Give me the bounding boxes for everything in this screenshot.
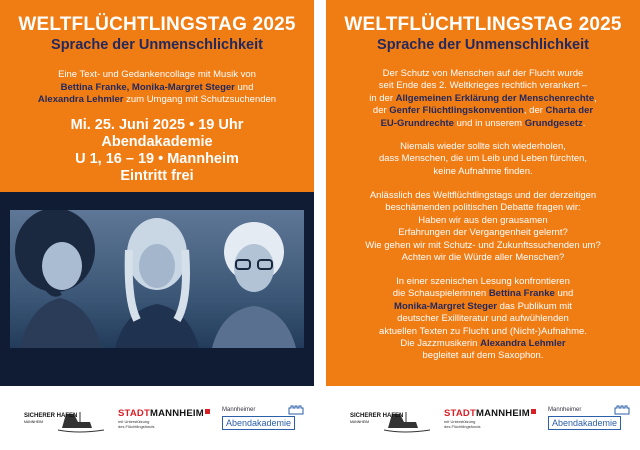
abendakademie-logo (222, 407, 306, 437)
p4-line-1: In einer szenischen Lesung konfrontieren (396, 276, 570, 287)
abendakademie-logo-2 (548, 407, 632, 437)
abend-top: Mannheimer (222, 407, 256, 413)
stadt-support-1b: mit Unterstützung (444, 419, 476, 424)
p3-line-6: Achten wir die Würde aller Menschen? (401, 252, 565, 264)
hafen-name-2: SICHERER HAFEN (350, 413, 404, 419)
portrait-bettina-franke (10, 210, 110, 348)
paragraph-questions (338, 190, 628, 264)
p4-line-2 (338, 288, 628, 300)
paragraph-reading (338, 276, 628, 363)
castle-icon-2 (614, 405, 630, 415)
eu-rights-highlight: EU-Grundrechte (380, 117, 454, 129)
p3-line-2: beschämenden politischen Debatte fragen wir: (385, 202, 581, 214)
intro-name-lehmler: Alexandra Lehmler (37, 94, 124, 105)
stadt-name (118, 408, 218, 419)
charter-highlight: Charta der (545, 105, 594, 117)
sicherer-hafen-logo (18, 410, 108, 434)
stadt-mannheim-logo (118, 408, 218, 438)
portrait-3-image (204, 210, 304, 348)
stadt-support-2b: des Flüchtlingsfonds (444, 424, 481, 429)
p1-l5b: und in unserem (453, 117, 525, 129)
paragraph-never-again (338, 141, 628, 178)
event-address: U 1, 16 – 19 • Mannheim (75, 151, 239, 167)
p4-line-4: deutscher Exilliteratur und aufwühlenden (397, 313, 569, 325)
lehmler-highlight: Alexandra Lehmler (480, 338, 566, 350)
p3-line-4: Erfahrungen der Vergangenheit gelernt? (398, 227, 568, 239)
p1-l5d: . (582, 117, 586, 129)
stadt-square-icon-2 (531, 409, 536, 414)
stadt-prefix: STADT (118, 408, 150, 419)
p1-line-5 (338, 118, 628, 130)
stadt-name-2 (444, 408, 544, 419)
p1-l4a: der (372, 105, 390, 117)
abend-top-2: Mannheimer (548, 407, 582, 413)
intro-names: Bettina Franke, Monika-Margret Steger (60, 81, 235, 93)
footer-logos-left (0, 386, 314, 450)
panel-gap (314, 0, 326, 450)
p1-l4c: , der (523, 105, 546, 117)
p1-l3c: , (594, 92, 597, 104)
abend-main-2: Abendakademie (548, 416, 621, 430)
paragraph-rights (338, 68, 628, 130)
stadt-support-2: des Flüchtlingsfonds (118, 424, 155, 429)
hafen-sub-2: MANNHEIM (350, 420, 370, 424)
p2-line-3: keine Aufnahme finden. (433, 165, 533, 177)
franke-highlight: Bettina Franke (488, 288, 555, 300)
p1-line-4 (338, 105, 628, 117)
p4-l6a: Die Jazzmusikerin (400, 338, 481, 350)
intro-line-3-rest: zum Umgang mit Schutzsuchenden (123, 94, 277, 105)
event-date: Mi. 25. Juni 2025 • 19 Uhr (70, 117, 244, 133)
hafen-sub: MANNHEIM (24, 420, 44, 424)
grundgesetz-highlight: Grundgesetz (524, 117, 583, 129)
p1-l3a: in der (369, 92, 396, 104)
geneva-highlight: Genfer Flüchtlingskonvention (389, 105, 524, 117)
sicherer-hafen-logo-2 (344, 410, 434, 434)
intro-line-3 (10, 94, 304, 107)
front-title: WELTFLÜCHTLINGSTAG 2025 (18, 14, 296, 35)
intro-line-2 (10, 82, 304, 95)
footer-logos-right (326, 386, 640, 450)
abend-main: Abendakademie (222, 416, 295, 430)
stadt-city-2: MANNHEIM (475, 408, 530, 419)
p4-l2a: die Schauspielerinnen (392, 288, 489, 300)
artists-photo (0, 192, 314, 386)
castle-icon (288, 405, 304, 415)
event-info (0, 117, 314, 185)
portrait-monika-margret-steger (107, 210, 207, 348)
flyer-front-panel (0, 0, 314, 386)
stadt-square-icon (205, 409, 210, 414)
portrait-alexandra-lehmler (204, 210, 304, 348)
p4-line-7: begleitet auf dem Saxophon. (422, 350, 544, 362)
hafen-name: SICHERER HAFEN (24, 413, 78, 419)
back-title: WELTFLÜCHTLINGSTAG 2025 (344, 14, 622, 35)
p4-l2c: und (554, 288, 574, 300)
udhr-highlight: Allgemeinen Erklärung der Menschenrechte (395, 92, 595, 104)
p2-line-1: Niemals wieder sollte sich wiederholen, (400, 141, 566, 152)
p1-line-3 (338, 93, 628, 105)
event-entry: Eintritt frei (120, 168, 194, 184)
stadt-prefix-2: STADT (444, 408, 476, 419)
stadt-support-1: mit Unterstützung (118, 419, 150, 424)
p1-line-1: Der Schutz von Menschen auf der Flucht wurde (382, 68, 584, 79)
portrait-2-image (107, 210, 207, 348)
p3-line-1: Anlässlich des Weltflüchtlingstags und der derzeitigen (369, 190, 597, 201)
p4-line-3 (338, 301, 628, 313)
portrait-1-image (10, 210, 110, 348)
stadt-city: MANNHEIM (149, 408, 204, 419)
steger-highlight: Monika-Margret Steger (394, 300, 497, 312)
p1-line-2: seit Ende des 2. Weltkrieges rechtlich verankert – (378, 80, 588, 92)
p4-l3b: das Publikum mit (496, 300, 572, 312)
flyer-back-panel (326, 0, 640, 386)
front-intro (10, 69, 304, 107)
p3-line-3: Haben wir aus den grausamen (418, 214, 548, 226)
front-subtitle: Sprache der Unmenschlichkeit (51, 37, 263, 53)
p2-line-2: dass Menschen, die um Leib und Leben fürchten, (378, 153, 588, 165)
p4-line-5: aktuellen Texten zu Flucht und (Nicht-)Aufnahme. (379, 325, 587, 337)
intro-line-1: Eine Text- und Gedankencollage mit Musik von (58, 69, 256, 80)
p4-line-6 (338, 338, 628, 350)
event-venue: Abendakademie (101, 134, 213, 150)
p3-line-5: Wie gehen wir mit Schutz- und Zukunftssuchenden um? (365, 239, 601, 251)
intro-and: und (234, 81, 254, 93)
back-subtitle: Sprache der Unmenschlichkeit (377, 37, 589, 53)
stadt-mannheim-logo-2 (444, 408, 544, 438)
